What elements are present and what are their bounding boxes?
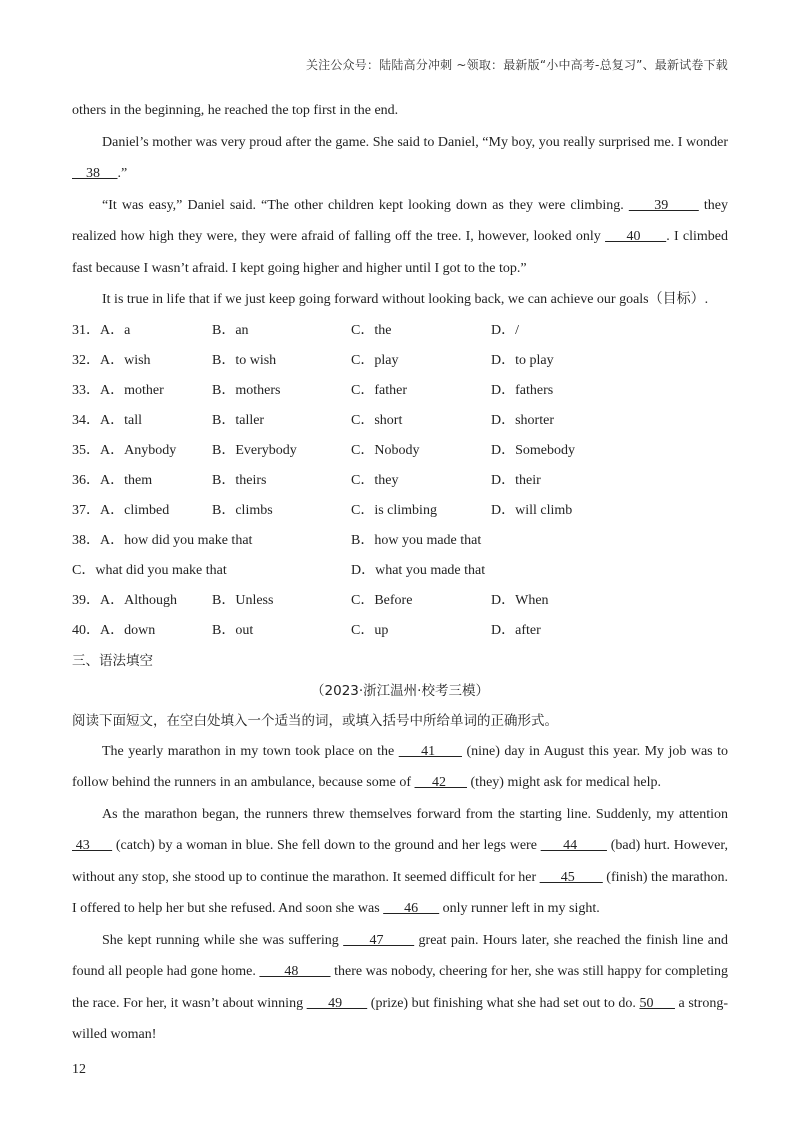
passage-paragraph [72,736,728,799]
text: a strong-willed woman! [72,995,729,1042]
option: B．Unless [212,592,274,608]
option: C．father [351,382,407,398]
option: D．their [491,472,541,488]
option-row-34 [72,406,728,436]
option: D．Somebody [491,442,575,458]
option-row-32 [72,346,728,376]
blank-43: 43 [72,838,113,853]
option: C．is climbing [351,502,437,518]
option-row-37 [72,496,728,526]
passage-paragraph [72,799,728,925]
blank-38: 38 [72,166,118,181]
option: C．Nobody [351,442,420,458]
option: B．Everybody [212,442,297,458]
passage-paragraph [72,190,728,285]
option: B．out [212,622,254,638]
passage-line: others in the beginning, he reached the top first in the end. [72,103,399,118]
passage-paragraph [72,925,728,1051]
blank-48: 48 [259,964,331,979]
option: B．to wish [212,352,277,368]
passage-paragraph [72,127,728,190]
option: B．climbs [212,502,273,518]
option-row-33 [72,376,728,406]
blank-46: 46 [383,901,440,916]
option: 37．A．climbed [72,502,170,518]
document-body [72,95,728,1051]
option: D．fathers [491,382,554,398]
option: B．theirs [212,472,267,488]
option: C．they [351,472,399,488]
blank-44: 44 [540,838,607,853]
blank-47: 47 [343,932,415,948]
section-title: 三、语法填空 [72,652,153,669]
option-row-39 [72,586,728,616]
text: (bad) hurt. However, without any stop, she stood up to continue the marathon. It seemed difficult for her [72,838,728,885]
option: 33．A．mother [72,382,164,398]
option: C．what did you make that [72,562,227,578]
text: (finish) the marathon. I offered to help her but she refused. And soon she was [72,869,729,916]
option: D．/ [491,322,519,338]
option: 38．A．how did you make that [72,532,253,548]
option: 40．A．down [72,622,156,638]
option: 36．A．them [72,472,153,488]
option: 32．A．wish [72,352,151,368]
blank-50: 50 [639,995,675,1011]
option: 31．A．a [72,322,131,338]
text: Daniel’s mother was very proud after the game. She said to Daniel, “My boy, you really surprised me. I wonder [102,134,728,150]
text: As the marathon began, the runners threw themselves forward from the starting line. Suddenly, my attention [102,806,728,822]
text: (catch) by a woman in blue. She fell down to the ground and her legs were [112,838,541,853]
blank-49: 49 [306,995,368,1011]
option: C．up [351,622,389,638]
text: only runner left in my sight. [439,901,600,916]
option: 34．A．tall [72,412,142,428]
text: they realized how high they were, they were afraid of falling off the tree. I, however, looked only [72,197,728,244]
option-row-31 [72,316,728,346]
option-row-38 [72,526,728,556]
instruction: 阅读下面短文，在空白处填入一个适当的词，或填入括号中所给单词的正确形式。 [72,712,558,729]
option-row-36 [72,466,728,496]
option: D．shorter [491,412,554,428]
blank-40: 40 [605,229,667,244]
blank-39: 39 [628,197,699,213]
text: .” [117,166,128,181]
option: C．the [351,322,392,338]
text: The yearly marathon in my town took place on the [102,743,399,759]
blank-41: 41 [398,743,462,759]
option: 39．A．Although [72,592,177,608]
text: (they) might ask for medical help. [467,775,662,790]
option: C．play [351,352,399,368]
text: . I climbed fast because I wasn’t afraid. I kept going higher and higher until I got to the top.” [72,229,729,276]
option-row-40 [72,616,728,646]
text: She kept running while she was suffering [102,932,344,948]
option: B．taller [212,412,265,428]
text: (nine) day in August this year. My job was to follow behind the runners in an ambulance, because some of [72,743,728,790]
page-number: 12 [72,1062,86,1077]
source-note: （2023·浙江温州·校考三模） [311,682,489,699]
text: “It was easy,” Daniel said. “The other children kept looking down as they were climbing. [102,197,629,213]
option: B．an [212,322,249,338]
blank-42: 42 [414,775,468,790]
option: C．short [351,412,403,428]
options-block [72,316,728,646]
option: D．to play [491,352,554,368]
page-header: 关注公众号：陆陆高分冲刺 ~领取：最新版“小中高考-总复习”、最新试卷下载 [305,58,728,72]
option: D．will climb [491,502,573,518]
text: great pain. Hours later, she reached the finish line and found all people had gone home. [72,932,729,979]
option: B．mothers [212,382,281,398]
option: 35．A．Anybody [72,442,177,458]
text: (prize) but finishing what she had set out to do. [367,995,640,1011]
option-row-38b [72,556,728,586]
blank-45: 45 [539,869,603,885]
option-row-35 [72,436,728,466]
option: D．When [491,592,549,608]
text: there was nobody, cheering for her, she was still happy for completing the race. For her, it wasn’t about winning [72,964,728,1011]
option: D．what you made that [351,562,486,578]
passage-paragraph: It is true in life that if we just keep going forward without looking back, we can achieve our goals（目标）. [102,292,709,307]
option: B．how you made that [351,532,482,548]
option: D．after [491,622,541,638]
option: C．Before [351,592,413,608]
